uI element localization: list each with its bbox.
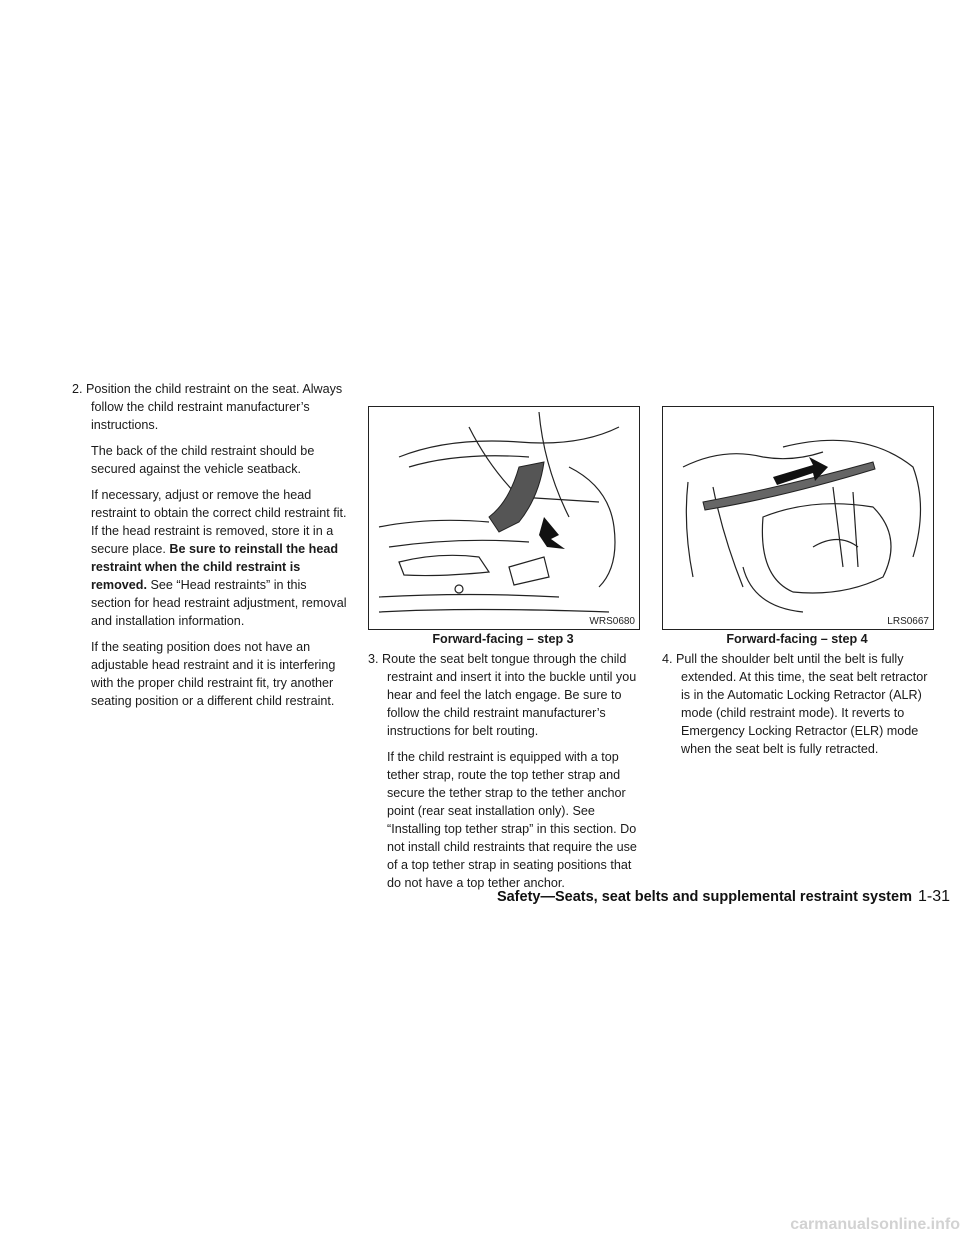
right-column <box>662 650 934 766</box>
step-2-text: 2. Position the child restraint on the seat. Always follow the child restraint manufacturer’s instructions. <box>72 382 343 432</box>
shoulder-belt-illustration <box>663 407 933 629</box>
head-restraint-text-c: See “Head restraints” in this section for head restraint adjustment, removal and installation information. <box>91 578 347 628</box>
step-4-text: 4. Pull the shoulder belt until the belt is fully extended. At this time, the seat belt retractor is in the Automatic Locking Retractor (ALR) mode (child restraint mode). It reverts to Emergency Locking Retractor (ELR) mode when the seat belt is fully retracted. <box>662 652 928 756</box>
head-restraint-text-a: If necessary, adjust or remove the head restraint to obtain the correct child restraint fit. If the head restraint is removed, store it in a secure place. <box>91 488 347 556</box>
watermark: carmanualsonline.info <box>790 1216 960 1233</box>
caption-step-4: Forward-facing – step 4 <box>726 632 868 646</box>
seat-belt-buckle-illustration <box>369 407 639 629</box>
figure-step-3 <box>368 406 640 630</box>
step-3-text: 3. Route the seat belt tongue through the child restraint and insert it into the buckle until you hear and feel the latch engage. Be sure to follow the child restraint manufacturer’s instructions for belt routing. <box>368 652 637 738</box>
step-2-seating-position-text: If the seating position does not have an adjustable head restraint and it is interfering with the proper child restraint fit, try another seating position or a different child restraint. <box>91 640 336 708</box>
step-2-head-restraint-text <box>72 486 348 630</box>
step-3-tether-text: If the child restraint is equipped with a top tether strap, route the top tether strap and secure the tether strap to the tether anchor point (rear seat installation only). See “Installing top tether strap” in this section. Do not install child restraints that require the use of a top tether strap in seating positions that do not have a top tether anchor. <box>387 750 637 890</box>
page-number: 1-31 <box>917 888 950 905</box>
step-2-seatback-text: The back of the child restraint should be secured against the vehicle seatback. <box>91 444 315 476</box>
left-column <box>72 380 348 718</box>
head-restraint-warning: Be sure to reinstall the head restraint when the child restraint is removed. <box>91 542 339 592</box>
figure-code-right: LRS0667 <box>887 616 929 627</box>
section-title: Safety—Seats, seat belts and supplemental restraint system <box>496 889 912 905</box>
page-footer <box>0 888 950 906</box>
middle-column <box>368 650 640 900</box>
figure-code-left: WRS0680 <box>589 616 635 627</box>
caption-step-3: Forward-facing – step 3 <box>432 632 574 646</box>
figure-step-4 <box>662 406 934 630</box>
